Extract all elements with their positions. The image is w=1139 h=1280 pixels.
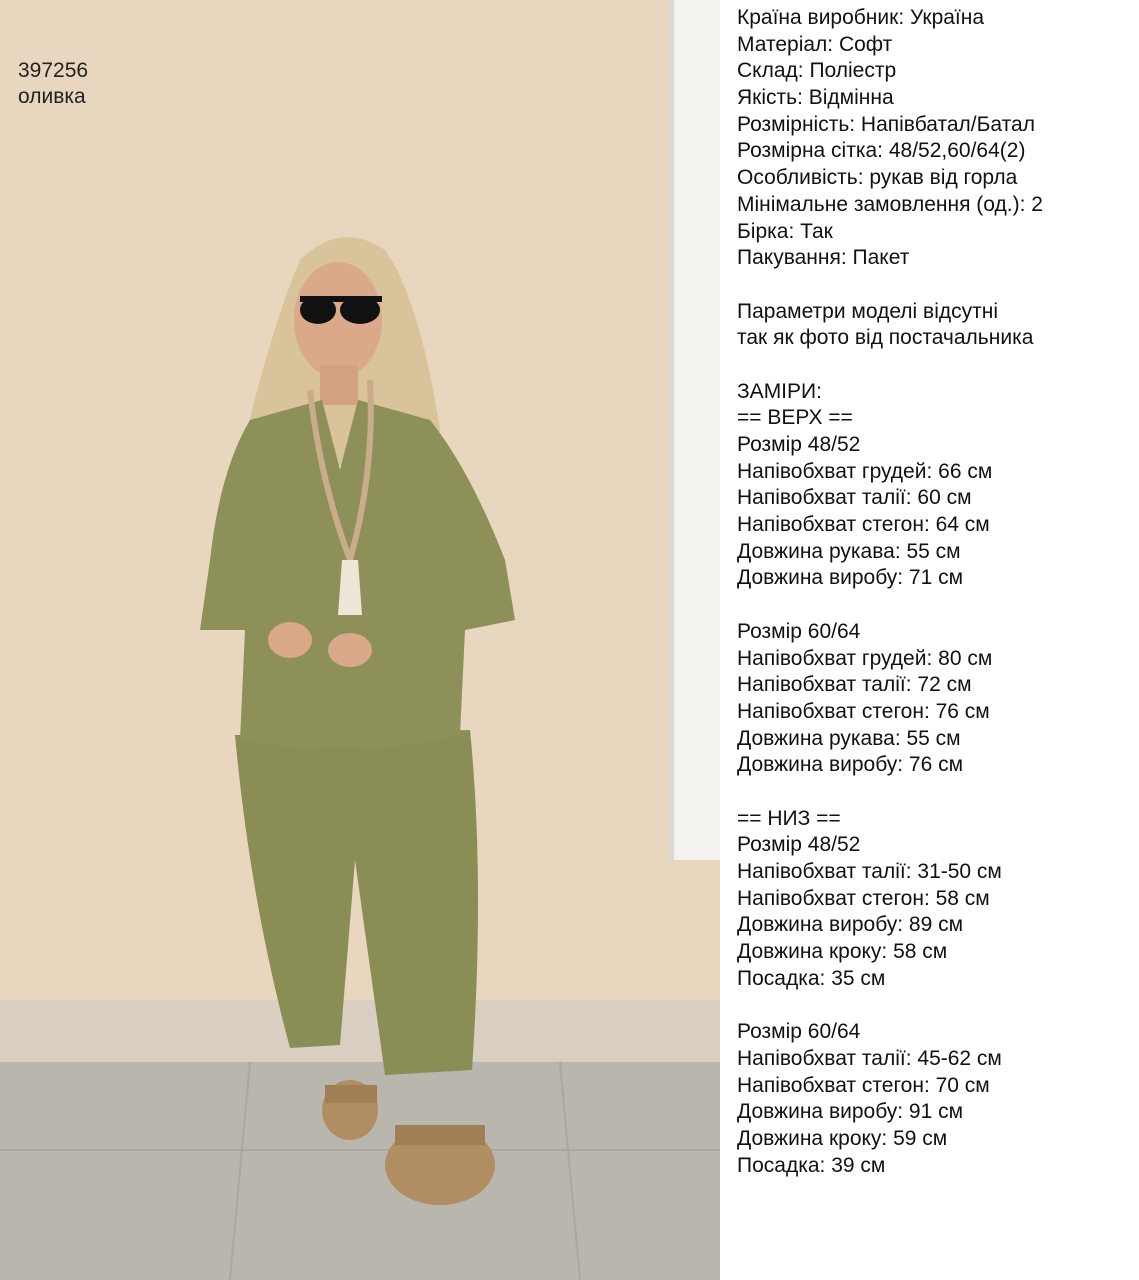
measurement-line: Довжина кроку: 58 см xyxy=(737,940,948,964)
spec-country: Країна виробник: Україна xyxy=(737,6,985,29)
spec-quality: Якість: Відмінна xyxy=(737,86,894,110)
product-color: оливка xyxy=(18,85,86,108)
size-label: Розмір 48/52 xyxy=(737,833,861,857)
note-line: Параметри моделі відсутні xyxy=(737,299,999,323)
spec-material: Матеріал: Софт xyxy=(737,32,893,56)
measurement-line: Напівобхват талії: 45-62 см xyxy=(737,1046,1002,1070)
spec-composition: Склад: Поліестр xyxy=(737,59,897,83)
white-pillar xyxy=(668,0,720,860)
size-label: Розмір 48/52 xyxy=(737,433,861,456)
measurement-line: Напівобхват грудей: 66 см xyxy=(737,459,993,483)
top-header: == ВЕРХ == xyxy=(737,406,853,430)
measurement-line: Посадка: 39 см xyxy=(737,1153,886,1177)
measurement-line: Посадка: 35 см xyxy=(737,966,886,990)
measurement-line: Довжина рукава: 55 см xyxy=(737,539,961,563)
spec-size-grid: Розмірна сітка: 48/52,60/64(2) xyxy=(737,139,1026,163)
spec-feature: Особливість: рукав від горла xyxy=(737,166,1018,190)
measurement-line: Напівобхват талії: 72 см xyxy=(737,673,972,697)
product-label xyxy=(18,58,88,110)
measurements-title: ЗАМІРИ: xyxy=(737,379,822,403)
bottom-header: == НИЗ == xyxy=(737,806,841,830)
measurement-line: Напівобхват талії: 60 см xyxy=(737,486,972,510)
spec-min-order: Мінімальне замовлення (од.): 2 xyxy=(737,192,1043,216)
measurement-line: Довжина кроку: 59 см xyxy=(737,1126,948,1150)
product-code: 397256 xyxy=(18,59,89,82)
note-line: так як фото від постачальника xyxy=(737,326,1034,350)
skirting xyxy=(0,1000,720,1062)
measurement-line: Напівобхват стегон: 70 см xyxy=(737,1073,990,1097)
product-description xyxy=(737,5,1135,1179)
spec-packaging: Пакування: Пакет xyxy=(737,246,910,270)
spec-sizing: Розмірність: Напівбатал/Батал xyxy=(737,112,1035,136)
measurement-line: Довжина рукава: 55 см xyxy=(737,726,961,750)
measurement-line: Напівобхват грудей: 80 см xyxy=(737,646,993,670)
size-label: Розмір 60/64 xyxy=(737,619,861,643)
measurement-line: Напівобхват стегон: 58 см xyxy=(737,886,990,910)
spec-tag: Бірка: Так xyxy=(737,219,833,243)
measurement-line: Довжина виробу: 71 см xyxy=(737,566,964,590)
size-label: Розмір 60/64 xyxy=(737,1020,861,1044)
measurement-line: Напівобхват стегон: 76 см xyxy=(737,699,990,723)
measurement-line: Довжина виробу: 91 см xyxy=(737,1100,964,1124)
measurement-line: Напівобхват талії: 31-50 см xyxy=(737,860,1002,883)
measurement-line: Напівобхват стегон: 64 см xyxy=(737,513,990,537)
measurement-line: Довжина виробу: 89 см xyxy=(737,913,964,937)
measurement-line: Довжина виробу: 76 см xyxy=(737,753,964,777)
